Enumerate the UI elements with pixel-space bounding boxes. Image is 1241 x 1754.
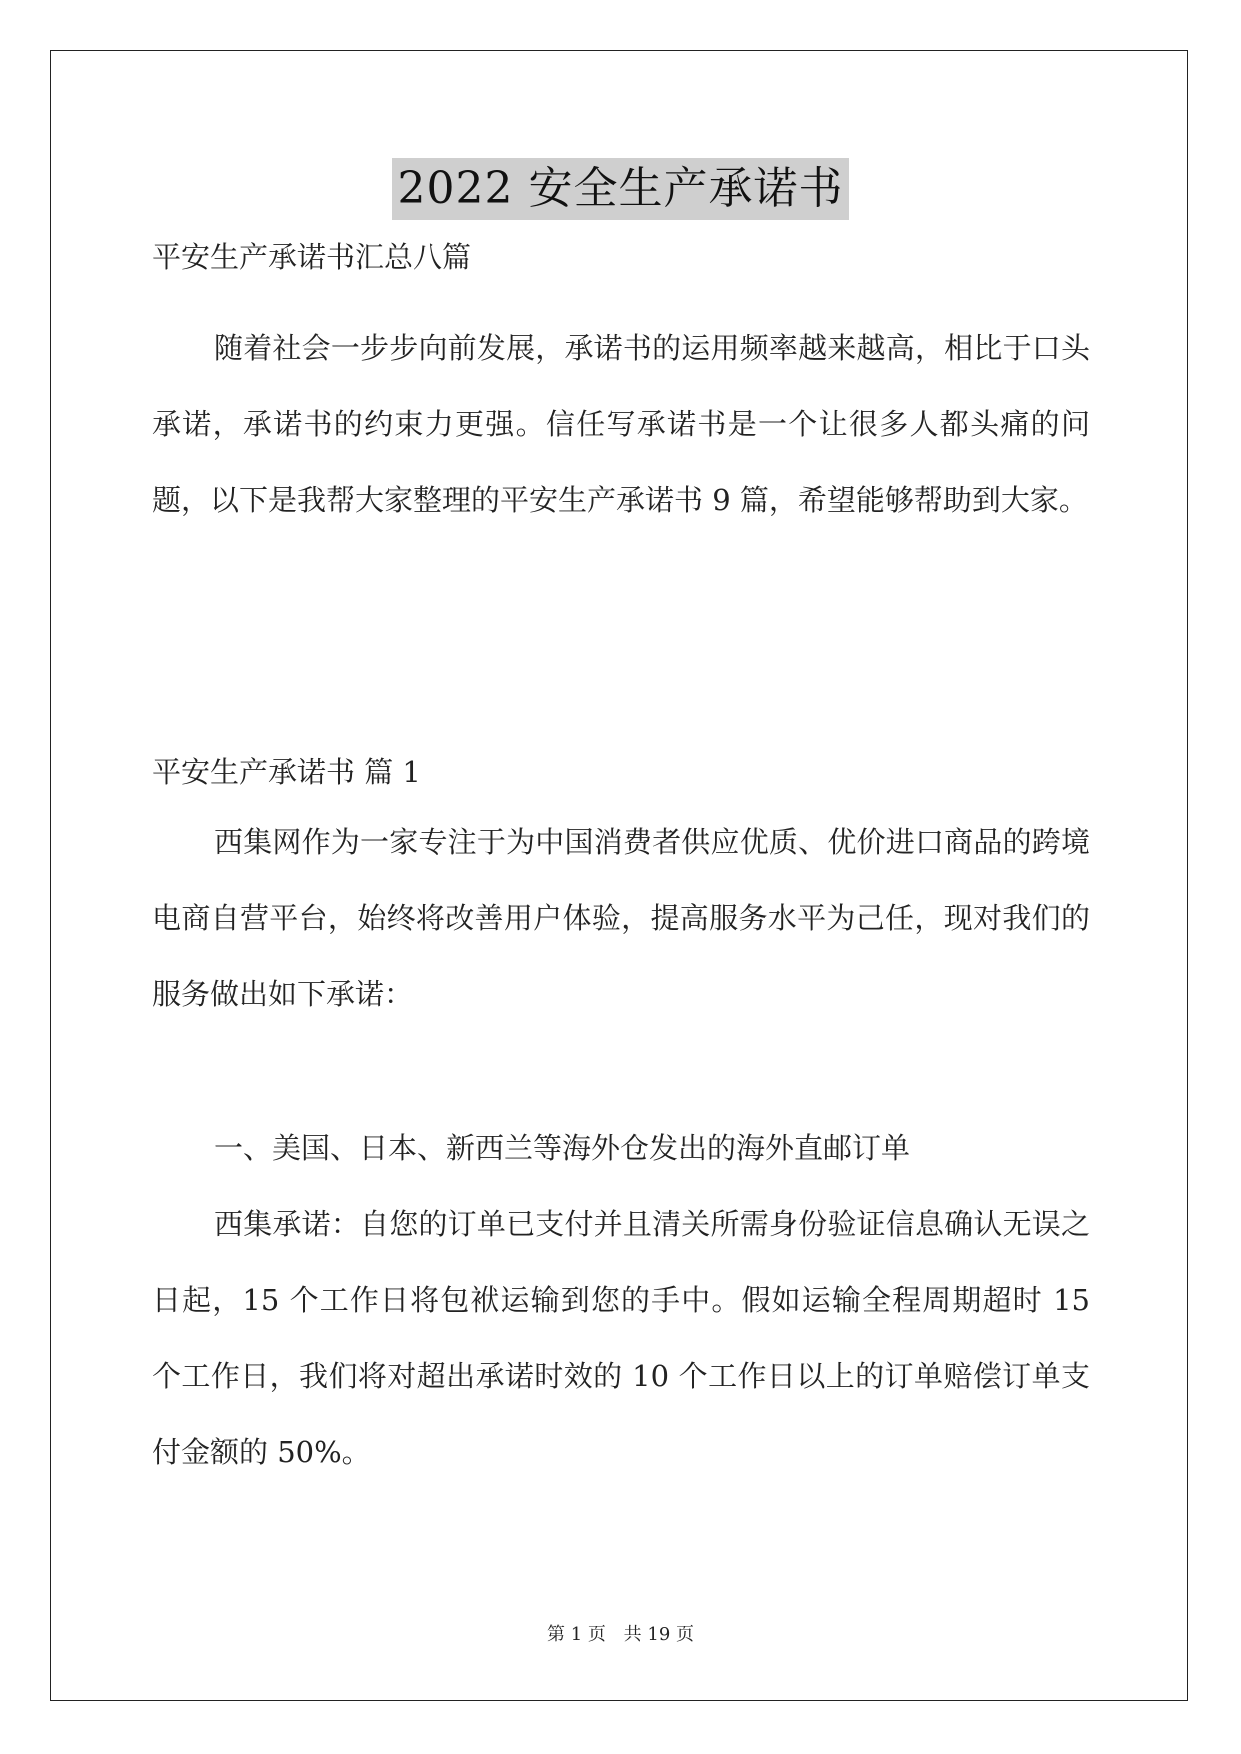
intro-paragraph: 随着社会一步步向前发展，承诺书的运用频率越来越高，相比于口头承诺，承诺书的约束力更强。信任写承诺书是一个让很多人都头痛的问题，以下是我帮大家整理的平安生产承诺书 9 篇，希望能够帮助到大家。 (152, 331, 1090, 517)
page-footer (0, 1620, 1241, 1646)
document-title: 2022 安全生产承诺书 (392, 158, 850, 220)
page-total: 共 19 页 (623, 1624, 694, 1645)
section-heading: 平安生产承诺书 篇 1 (152, 755, 421, 789)
item-paragraph: 西集承诺：自您的订单已支付并且清关所需身份验证信息确认无误之日起，15 个工作日将包袱运输到您的手中。假如运输全程周期超时 15 个工作日，我们将对超出承诺时效的 10 个工作日以上的订单赔偿订单支付金额的 50%。 (152, 1207, 1090, 1469)
section-paragraph: 西集网作为一家专注于为中国消费者供应优质、优价进口商品的跨境电商自营平台，始终将改善用户体验，提高服务水平为己任，现对我们的服务做出如下承诺： (152, 825, 1090, 1011)
page-number: 第 1 页 (547, 1624, 606, 1645)
item-heading: 一、美国、日本、新西兰等海外仓发出的海外直邮订单 (214, 1131, 911, 1165)
document-subtitle: 平安生产承诺书汇总八篇 (152, 240, 472, 274)
title-wrap (0, 158, 1241, 220)
